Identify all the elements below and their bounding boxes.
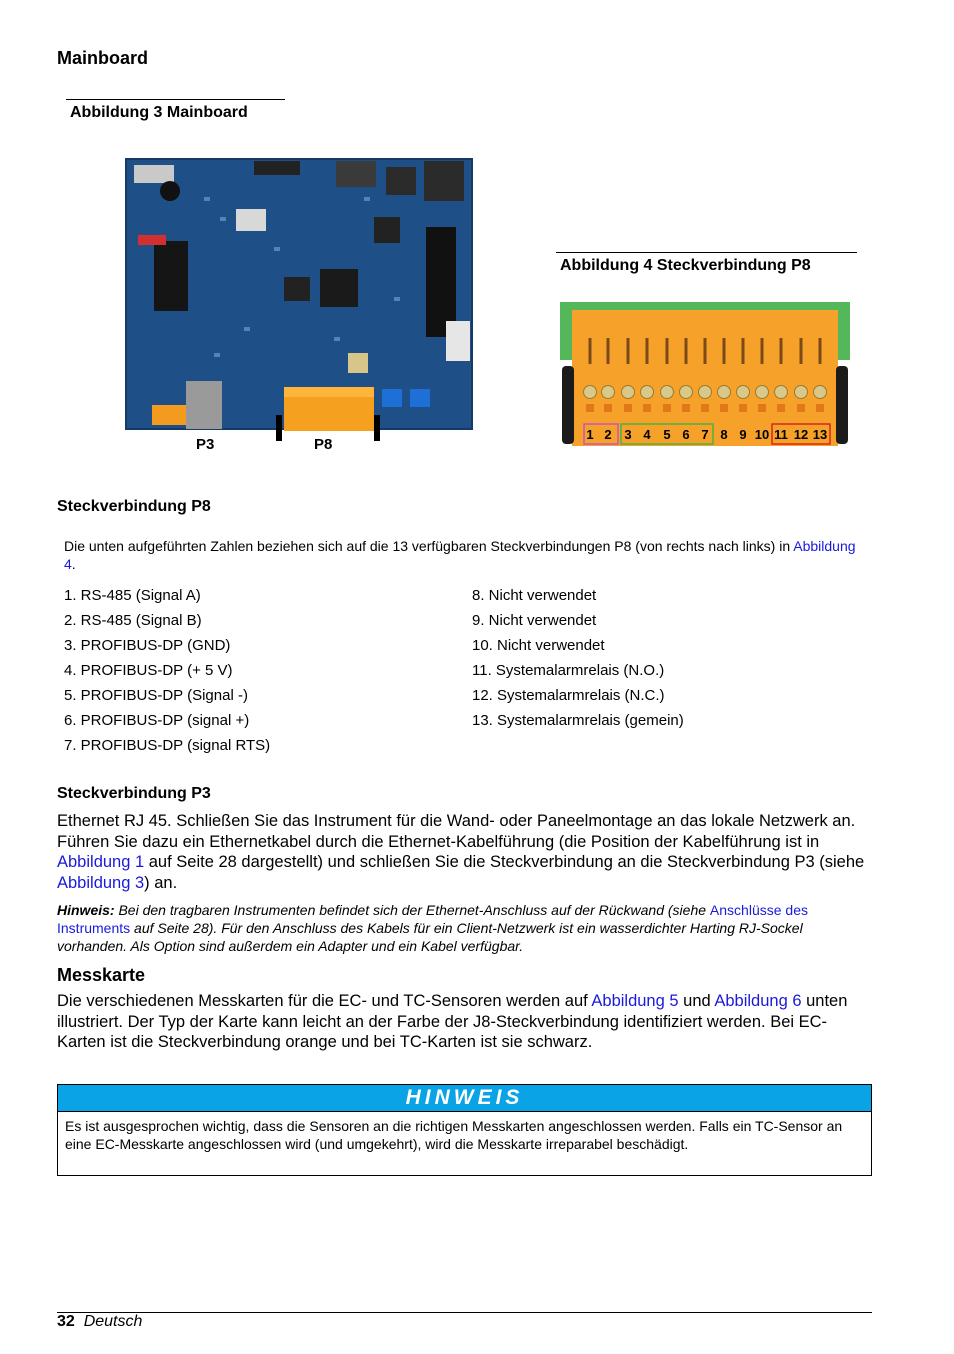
hinweis-box <box>57 1084 872 1176</box>
connector-pin-label: 4 <box>643 427 651 442</box>
figure3-caption-rule <box>66 99 285 100</box>
link-abbildung-1[interactable]: Abbildung 1 <box>57 853 145 871</box>
p8-pin-item: 10. Nicht verwendet <box>472 637 605 654</box>
connector-pin <box>666 338 669 364</box>
p8-pin-item: 6. PROFIBUS-DP (signal +) <box>64 712 250 729</box>
link-abbildung-5[interactable]: Abbildung 5 <box>591 992 679 1010</box>
connector-screw <box>737 386 750 399</box>
connector-pin <box>742 338 745 364</box>
connector-hole <box>777 404 785 412</box>
connector-pin <box>589 338 592 364</box>
connector-screw <box>602 386 615 399</box>
connector-pin-label: 2 <box>604 427 612 442</box>
p8-title: Steckverbindung P8 <box>57 498 211 515</box>
connector-pin <box>685 338 688 364</box>
connector-hole <box>682 404 690 412</box>
connector-screw <box>622 386 635 399</box>
p8-pin-item: 1. RS-485 (Signal A) <box>64 587 201 604</box>
footer-rule <box>57 1312 872 1313</box>
connector-hole <box>816 404 824 412</box>
link-abbildung-3[interactable]: Abbildung 3 <box>57 873 145 892</box>
footer-language: Deutsch <box>83 1313 143 1330</box>
connector-pin-label: 12 <box>793 427 809 442</box>
figure4-caption-rule <box>556 252 857 253</box>
connector-hole <box>643 404 651 412</box>
connector-pin <box>819 338 822 364</box>
figure4-caption: Abbildung 4 Steckverbindung P8 <box>560 257 811 274</box>
connector-hole <box>586 404 594 412</box>
footer <box>57 1313 142 1331</box>
mainboard-label-p8: P8 <box>314 436 333 453</box>
p8-pin-item: 7. PROFIBUS-DP (signal RTS) <box>64 737 271 754</box>
p8-pin-item: 12. Systemalarmrelais (N.C.) <box>472 687 665 704</box>
connector-pin-label: 11 <box>774 427 788 442</box>
mainboard-image <box>124 157 474 457</box>
p8-pin-item: 11. Systemalarmrelais (N.O.) <box>472 662 665 679</box>
section-title: Mainboard <box>57 48 149 68</box>
link-abbildung-4[interactable]: Abbildung 4 <box>64 538 856 572</box>
p8-pin-item: 13. Systemalarmrelais (gemein) <box>472 712 684 729</box>
connector-hole <box>624 404 632 412</box>
connector-pin <box>800 338 803 364</box>
connector-screw <box>641 386 654 399</box>
connector-screw <box>680 386 693 399</box>
p8-pin-item: 4. PROFIBUS-DP (+ 5 V) <box>64 662 233 679</box>
connector-pin <box>646 338 649 364</box>
connector-pin <box>704 338 707 364</box>
connector-screw <box>699 386 712 399</box>
connector-pin-label: 3 <box>624 427 632 442</box>
link-anschluesse[interactable]: Anschlüsse des Instruments <box>57 902 808 936</box>
p8-pin-item: 2. RS-485 (Signal B) <box>64 612 202 629</box>
connector-hole <box>663 404 671 412</box>
messkarte-title: Messkarte <box>57 965 146 985</box>
connector-screw <box>814 386 827 399</box>
connector-screw <box>795 386 808 399</box>
connector-pin-label: 13 <box>812 427 828 442</box>
p8-pin-list-left <box>64 583 444 758</box>
hinweis-text: Es ist ausgesprochen wichtig, dass die Sensoren an die richtigen Messkarten angeschlossen werden. Falls ein TC-Sensor an eine EC-Messkarte angeschlossen wird (und umgekehrt), wird die Messkarte irreparabel beschädigt. <box>65 1118 843 1152</box>
p8-pin-item: 9. Nicht verwendet <box>472 612 597 629</box>
connector-screw <box>775 386 788 399</box>
connector-pin-label: 5 <box>663 427 671 442</box>
connector-hole <box>604 404 612 412</box>
connector-p8-image <box>560 300 850 450</box>
p8-pin-item: 5. PROFIBUS-DP (Signal -) <box>64 687 248 704</box>
connector-hole <box>720 404 728 412</box>
p3-paragraph: Ethernet RJ 45. Schließen Sie das Instrument für die Wand- oder Paneelmontage an das lokale Netzwerk an. Führen Sie dazu ein Ethernetkabel durch die Ethernet-Kabelführung (die Position der Kabelführung ist in Abbildung 1 auf Seite 28 dargestellt) und schließen Sie die Steckverbindung an die Steckverbindung P3 (siehe Abbildung 3) an. <box>57 812 865 892</box>
connector-pin <box>723 338 726 364</box>
connector-pin-label: 9 <box>739 427 747 442</box>
connector-screw <box>584 386 597 399</box>
hinweis-heading: HINWEIS <box>58 1085 871 1112</box>
connector-screw <box>756 386 769 399</box>
connector-screw <box>718 386 731 399</box>
connector-pin-label: 1 <box>586 427 594 442</box>
note-label: Hinweis: <box>57 902 115 918</box>
connector-pin <box>780 338 783 364</box>
p3-title: Steckverbindung P3 <box>57 785 211 802</box>
connector-hole <box>701 404 709 412</box>
p3-note: Hinweis: Bei den tragbaren Instrumenten befindet sich der Ethernet-Anschluss auf der Rückwand (siehe Anschlüsse des Instruments auf Seite 28). Für den Anschluss des Kabels für ein Client-Netzwerk ist ein wasserdichter Harting RJ-Sockel vorhanden. Als Option sind außerdem ein Adapter und ein Kabel verfügbar. <box>57 902 808 954</box>
mainboard-label-p3: P3 <box>196 436 215 453</box>
figure3-caption: Abbildung 3 Mainboard <box>70 104 248 121</box>
connector-pin-label: 8 <box>720 427 728 442</box>
p8-intro: Die unten aufgeführten Zahlen beziehen sich auf die 13 verfügbaren Steckverbindungen P8 (von rechts nach links) in Abbildung 4. <box>64 538 856 572</box>
link-abbildung-6[interactable]: Abbildung 6 <box>714 992 802 1010</box>
p8-pin-list-right <box>472 583 852 733</box>
messkarte-paragraph: Die verschiedenen Messkarten für die EC- und TC-Sensoren werden auf Abbildung 5 und Abbildung 6 unten illustriert. Der Typ der Karte kann leicht an der Farbe der J8-Steckverbindung identifiziert werden. Bei EC-Karten ist die Steckverbindung orange und bei TC-Karten ist sie schwarz. <box>57 992 848 1051</box>
connector-pin <box>761 338 764 364</box>
connector-pin-label: 6 <box>682 427 690 442</box>
connector-pin <box>607 338 610 364</box>
connector-pin-labels <box>560 426 850 444</box>
connector-screw <box>661 386 674 399</box>
connector-hole <box>797 404 805 412</box>
p8-pin-item: 8. Nicht verwendet <box>472 587 597 604</box>
connector-pin-label: 7 <box>701 427 709 442</box>
connector-hole <box>739 404 747 412</box>
p8-pin-item: 3. PROFIBUS-DP (GND) <box>64 637 231 654</box>
connector-pin <box>627 338 630 364</box>
connector-hole <box>758 404 766 412</box>
connector-pin-label: 10 <box>754 427 770 442</box>
page-number: 32 <box>57 1313 75 1330</box>
